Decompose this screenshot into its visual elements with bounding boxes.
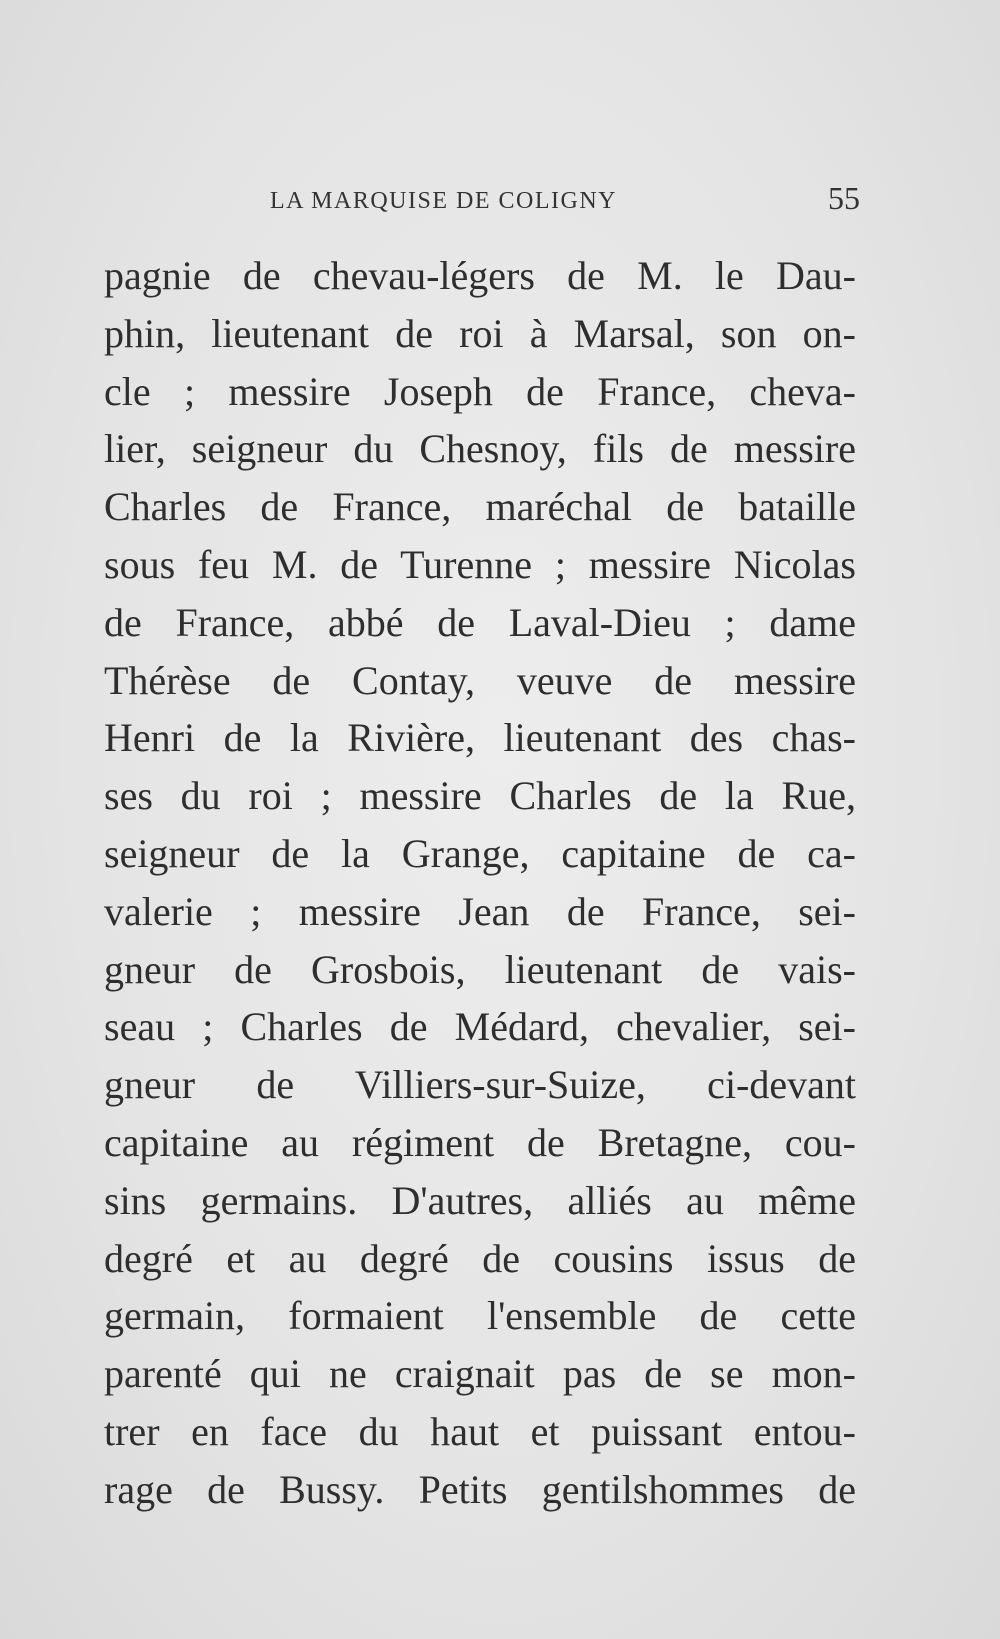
text-line: cle ; messire Joseph de France, cheva- xyxy=(104,368,856,414)
text-line: gneur de Grosbois, lieutenant de vais- xyxy=(104,946,856,992)
text-line: Charles de France, maréchal de bataille xyxy=(104,484,856,530)
text-line: seau ; Charles de Médard, chevalier, sei- xyxy=(104,1004,856,1050)
text-line: trer en face du haut et puissant entou- xyxy=(104,1408,856,1454)
text-line: parenté qui ne craignait pas de se mon- xyxy=(104,1351,856,1397)
text-line: valerie ; messire Jean de France, sei- xyxy=(104,888,856,934)
text-line: germain, formaient l'ensemble de cette xyxy=(104,1293,856,1339)
text-line: ses du roi ; messire Charles de la Rue, xyxy=(104,773,856,819)
running-header xyxy=(270,180,860,220)
running-title: LA MARQUISE DE COLIGNY xyxy=(270,188,617,214)
text-line: seigneur de la Grange, capitaine de ca- xyxy=(104,830,856,876)
page-number: 55 xyxy=(828,180,860,216)
text-line: Thérèse de Contay, veuve de messire xyxy=(104,657,856,703)
text-line: phin, lieutenant de roi à Marsal, son on- xyxy=(104,310,856,356)
text-line: sins germains. D'autres, alliés au même xyxy=(104,1177,856,1223)
text-line: capitaine au régiment de Bretagne, cou- xyxy=(104,1119,856,1165)
text-line: de France, abbé de Laval-Dieu ; dame xyxy=(104,599,856,645)
text-line: sous feu M. de Turenne ; messire Nicolas xyxy=(104,541,856,587)
text-line: Henri de la Rivière, lieutenant des chas- xyxy=(104,715,856,761)
body-text xyxy=(104,247,856,1519)
text-line: pagnie de chevau-légers de M. le Dau- xyxy=(104,253,856,298)
text-line: degré et au degré de cousins issus de xyxy=(104,1235,856,1281)
text-line: lier, seigneur du Chesnoy, fils de messire xyxy=(104,426,856,472)
text-line: rage de Bussy. Petits gentilshommes de xyxy=(104,1466,856,1512)
text-line: gneur de Villiers-sur-Suize, ci-devant xyxy=(104,1062,856,1108)
